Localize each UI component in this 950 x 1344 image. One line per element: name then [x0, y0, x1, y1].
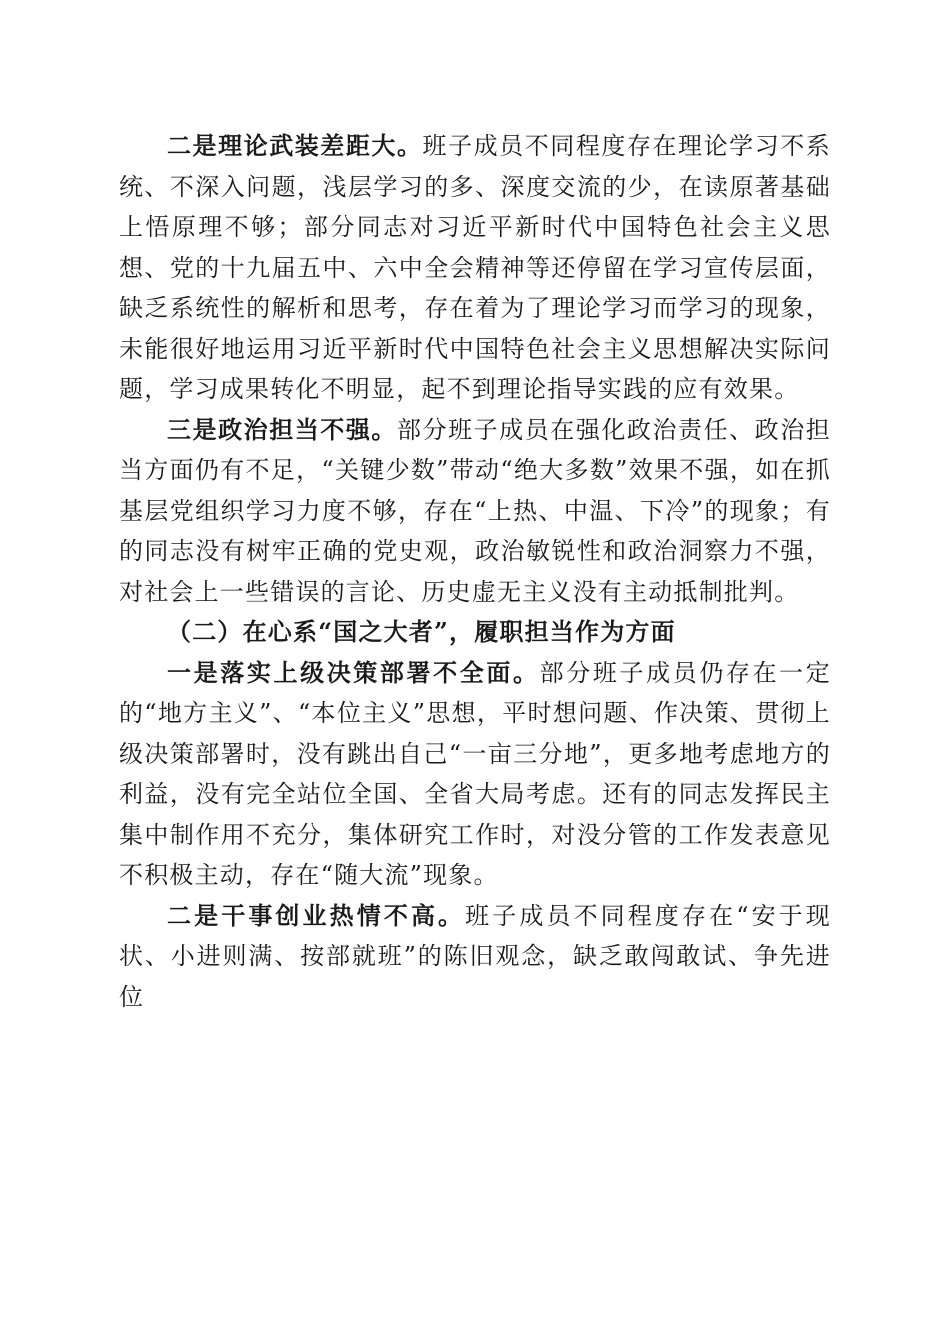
- paragraph-lead: 三是政治担当不强。: [167, 414, 397, 444]
- paragraph-lead: 一是落实上级决策部署不全面。: [167, 657, 540, 687]
- paragraph-enthusiasm: [119, 896, 831, 1018]
- section-heading: （二）在心系“国之大者”，履职担当作为方面: [167, 617, 676, 646]
- paragraph-decision-implementation: [119, 653, 831, 896]
- paragraph-theory-gap: [119, 126, 831, 410]
- paragraph-lead: 二是干事创业热情不高。: [167, 900, 466, 930]
- paragraph-political-responsibility: [119, 410, 831, 613]
- document-body: [119, 126, 831, 1017]
- paragraph-text: 班子成员不同程度存在“安于现状、小进则满、按部就班”的陈旧观念，缺乏敢闯敢试、争先进位: [119, 901, 831, 1011]
- paragraph-text: 部分班子成员在强化政治责任、政治担当方面仍有不足，“关键少数”带动“绝大多数”效果不强，如在抓基层党组织学习力度不够，存在“上热、中温、下冷”的现象；有的同志没有树牢正确的党史观，政治敏锐性和政治洞察力不强，对社会上一些错误的言论、历史虚无主义没有主动抵制批判。: [119, 415, 831, 606]
- paragraph-text: 部分班子成员仍存在一定的“地方主义”、“本位主义”思想，平时想问题、作决策、贯彻上级决策部署时，没有跳出自己“一亩三分地”，更多地考虑地方的利益，没有完全站位全国、全省大局考虑。还有的同志发挥民主集中制作用不充分，集体研究工作时，对没分管的工作发表意见不积极主动，存在“随大流”现象。: [119, 658, 831, 889]
- paragraph-text: 班子成员不同程度存在理论学习不系统、不深入问题，浅层学习的多、深度交流的少，在读原著基础上悟原理不够；部分同志对习近平新时代中国特色社会主义思想、党的十九届五中、六中全会精神等还停留在学习宣传层面，缺乏系统性的解析和思考，存在着为了理论学习而学习的现象，未能很好地运用习近平新时代中国特色社会主义思想解决实际问题，学习成果转化不明显，起不到理论指导实践的应有效果。: [119, 132, 832, 403]
- paragraph-lead: 二是理论武装差距大。: [167, 131, 423, 160]
